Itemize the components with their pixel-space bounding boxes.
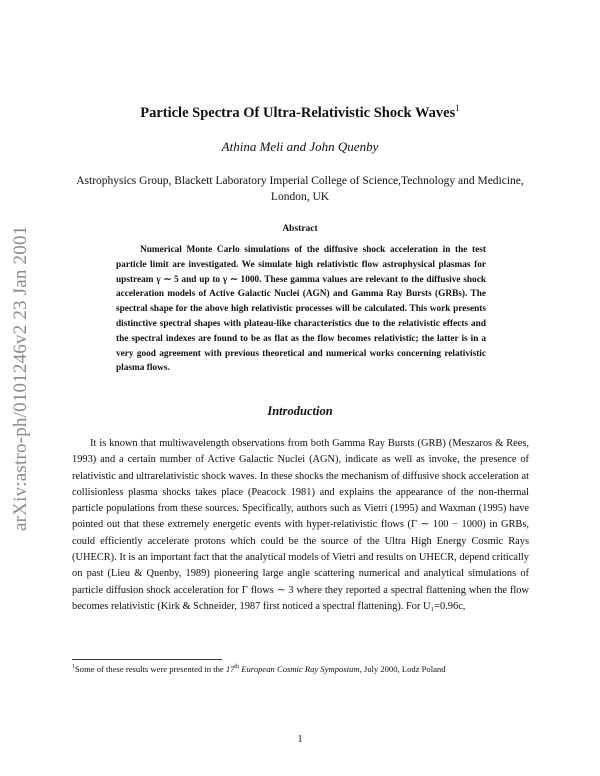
authors: Athina Meli and John Quenby xyxy=(221,139,379,154)
footnote-ordinal: 17 xyxy=(225,663,235,674)
footnote-venue: European Cosmic Ray Symposium xyxy=(239,663,360,674)
footnote-rule xyxy=(72,659,222,660)
footnote-mark: 1 xyxy=(72,664,75,670)
arxiv-identifier-sidebar: arXiv:astro-ph/0101246v2 23 Jan 2001 xyxy=(10,225,31,531)
introduction-paragraph: It is known that multiwavelength observations from both Gamma Ray Bursts (GRB) (Meszaros & Rees, 1993) and a certain number of Active Galactic Nuclei (AGN), indicate as well as invoke, the presence of relativistic and ultrarelativistic shock waves. In these shocks the mechanism of diffusive shock acceleration at collisionless plasma shocks takes place (Peacock 1981) and explains the appearance of the non-thermal particle populations from these sources. Specifically, authors such as Vietri (1995) and Waxman (1995) have pointed out that these extremely energetic events with hyper-relativistic flows (Γ ∼ 100 − 1000) in GRBs, could efficiently accelerate protons which could be the source of the Ultra High Energy Cosmic Rays (UHECR). It is an important fact that the analytical models of Vietri and results on UHECR, depend critically on past (Lieu & Quenby, 1989) pioneering large angle scattering numerical and analytical simulations of particle diffusion shock acceleration for Γ flows ∼ 3 where they reported a spectral flattening when the flow becomes relativistic (Kirk & Schneider, 1987 first noticed a spectral flattening). For U₁=0.96c, xyxy=(72,438,529,612)
footnote-ordinal-suffix: th xyxy=(234,664,240,670)
paper-title xyxy=(80,103,520,122)
section-heading-introduction: Introduction xyxy=(267,404,333,418)
page-number: 1 xyxy=(297,734,303,745)
abstract-heading: Abstract xyxy=(282,224,318,234)
footnote-text-after: , July 2000, Lodz Poland xyxy=(359,663,446,674)
footnote-text-before: Some of these results were presented in the xyxy=(75,663,226,674)
title-footnote-mark: 1 xyxy=(455,103,460,113)
affiliation: Astrophysics Group, Blackett Laboratory Imperial College of Science,Technology and Medicine, London, UK xyxy=(76,175,524,203)
abstract-text: Numerical Monte Carlo simulations of the diffusive shock acceleration in the test particle limit are investigated. We simulate high relativistic flow astrophysical plasmas for upstream γ ∼ 5 and up to γ ∼ 1000. These gamma values are relevant to the diffusive shock acceleration models of Active Galactic Nuclei (AGN) and Gamma Ray Bursts (GRBs). The spectral shape for the above high relativistic processes will be calculated. This work presents distinctive spectral shapes with plateau-like characteristics due to the relativistic effects and the spectral indexes are found to be as flat as the flow becomes relativistic; the latter is in a very good agreement with previous theoretical and numerical works concerning relativistic plasma flows. xyxy=(116,245,486,374)
title-text: Particle Spectra Of Ultra-Relativistic Shock Waves xyxy=(140,104,456,121)
footnote xyxy=(72,661,529,676)
